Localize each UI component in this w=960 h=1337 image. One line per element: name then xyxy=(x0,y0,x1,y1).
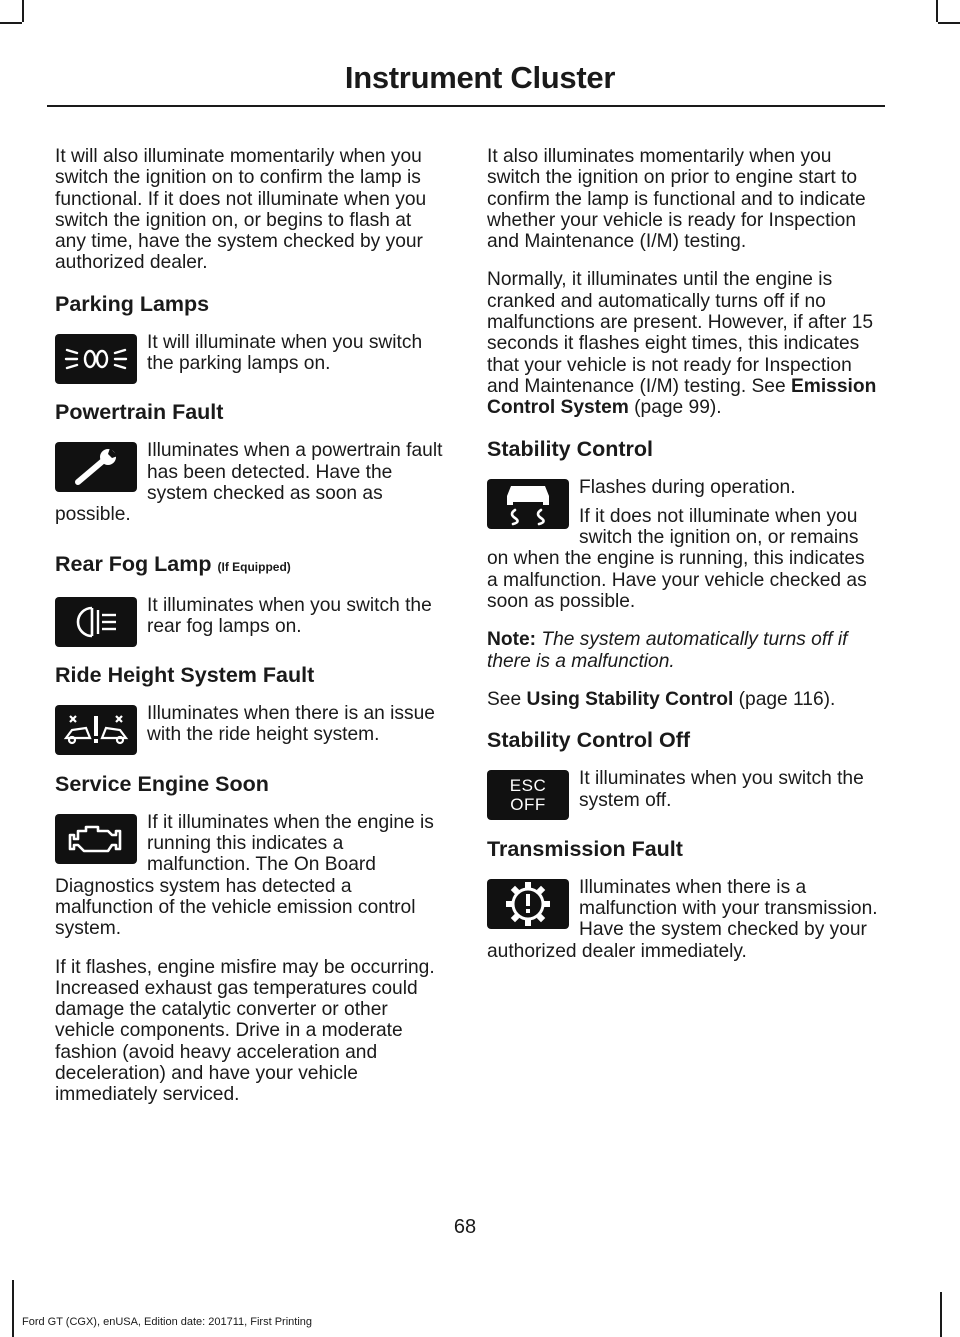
if-equipped-qualifier: (If Equipped) xyxy=(217,559,291,574)
ride-height-text: Illuminates when there is an issue with the ride height system. xyxy=(147,703,435,746)
stability-control-heading: Stability Control xyxy=(487,436,654,461)
note-label: Note: xyxy=(487,629,537,651)
rear-fog-lamp-icon xyxy=(55,597,137,647)
transmission-fault-heading: Transmission Fault xyxy=(487,836,683,861)
off-label: OFF xyxy=(510,795,546,815)
lamp-check-paragraph: It also illuminates momentarily when you switch the ignition on prior to engine start to confirm the lamp is functional and to indicate whether your vehicle is ready for Inspection and Maintenance (I/M) testing. xyxy=(487,146,866,253)
parking-lamps-text: It will illuminate when you switch the parking lamps on. xyxy=(147,331,423,375)
transmission-fault-entry xyxy=(487,877,879,979)
esc-off-icon xyxy=(487,770,569,820)
rear-fog-text: It illuminates when you switch the rear fog lamps on. xyxy=(147,594,432,637)
page-title: Instrument Cluster xyxy=(344,60,616,95)
engine-misfire-paragraph: If it flashes, engine misfire may be occurring. Increased exhaust gas temperatures could damage the catalytic converter or other vehicle components. Drive in a moderate fashion (avoid heavy acceleration and deceleration) and have your vehicle immediately serviced. xyxy=(55,956,435,1106)
crop-mark xyxy=(22,0,24,22)
note-body: The system automatically turns off if there is a malfunction. xyxy=(487,629,848,672)
crop-mark xyxy=(936,0,938,22)
crop-mark xyxy=(0,22,22,24)
wrench-icon xyxy=(55,442,137,492)
footer-edition: Ford GT (CGX), enUSA, Edition date: 201711, First Printing xyxy=(22,1316,312,1328)
stability-control-icon xyxy=(487,479,569,529)
stability-off-heading: Stability Control Off xyxy=(487,728,691,753)
stability-off-text: It illuminates when you switch the system off. xyxy=(579,768,864,811)
using-stability-control-link[interactable]: Using Stability Control xyxy=(526,688,734,710)
rear-fog-entry xyxy=(55,595,447,655)
stability-note xyxy=(487,629,879,672)
im-testing-paragraph xyxy=(487,269,879,418)
parking-lamps-heading: Parking Lamps xyxy=(55,291,210,316)
emission-control-link[interactable]: Emission Control System xyxy=(487,375,877,419)
header-divider xyxy=(47,105,885,107)
ride-height-heading: Ride Height System Fault xyxy=(55,663,315,688)
page-number: 68 xyxy=(453,1216,477,1238)
ride-height-fault-icon xyxy=(55,705,137,755)
service-engine-entry xyxy=(55,812,447,957)
see-prefix: See xyxy=(487,688,522,710)
service-engine-heading: Service Engine Soon xyxy=(55,771,269,796)
rear-fog-title: Rear Fog Lamp xyxy=(55,551,212,576)
crop-mark xyxy=(938,22,960,24)
stability-control-entry xyxy=(487,477,879,630)
see-stability-paragraph xyxy=(487,689,879,710)
ride-height-entry xyxy=(55,703,447,763)
emission-control-page: (page 99). xyxy=(634,397,722,419)
rear-fog-heading xyxy=(55,551,447,580)
stability-malfunction-text: If it does not illuminate when you switch the ignition on, or remains on when the engine is running, this indicates a malfunction. Have your vehicle checked as soon as possible. xyxy=(487,505,867,613)
parking-lamps-entry xyxy=(55,332,447,392)
transmission-fault-text: Illuminates when there is a malfunction with your transmission. Have the system checked by your authorized dealer immediately. xyxy=(487,876,878,962)
left-column xyxy=(55,146,447,1123)
stability-flashes-text: Flashes during operation. xyxy=(579,476,796,498)
parking-lamps-icon xyxy=(55,334,137,384)
crop-mark xyxy=(12,1280,14,1337)
crop-mark xyxy=(940,1292,942,1337)
using-stability-page: (page 116). xyxy=(738,688,836,710)
powertrain-fault-text: Illuminates when a powertrain fault has been detected. Have the system checked as soon as possible. xyxy=(55,440,443,526)
esc-off-icon-label xyxy=(510,776,546,814)
im-testing-text: Normally, it illuminates until the engine is cranked and automatically turns off if no malfunctions are present. However, if after 15 seconds it flashes eight times, this indicates that your vehicle is not ready for Inspection and Maintenance (I/M) testing. See xyxy=(487,269,874,397)
service-engine-text: If it illuminates when the engine is running this indicates a malfunction. The On Board Diagnostics system has detected a malfunction of the vehicle emission control system. xyxy=(55,811,434,940)
powertrain-fault-entry xyxy=(55,440,447,542)
engine-icon xyxy=(55,814,137,864)
intro-paragraph: It will also illuminate momentarily when you switch the ignition on to confirm the lamp is functional. If it does not illuminate when you switch the ignition on, or begins to flash at any time, have the system checked by your authorized dealer. xyxy=(55,146,427,274)
right-column xyxy=(487,146,879,979)
esc-label: ESC xyxy=(509,776,547,796)
powertrain-fault-heading: Powertrain Fault xyxy=(55,400,224,425)
stability-off-entry xyxy=(487,768,879,828)
transmission-fault-icon xyxy=(487,879,569,929)
